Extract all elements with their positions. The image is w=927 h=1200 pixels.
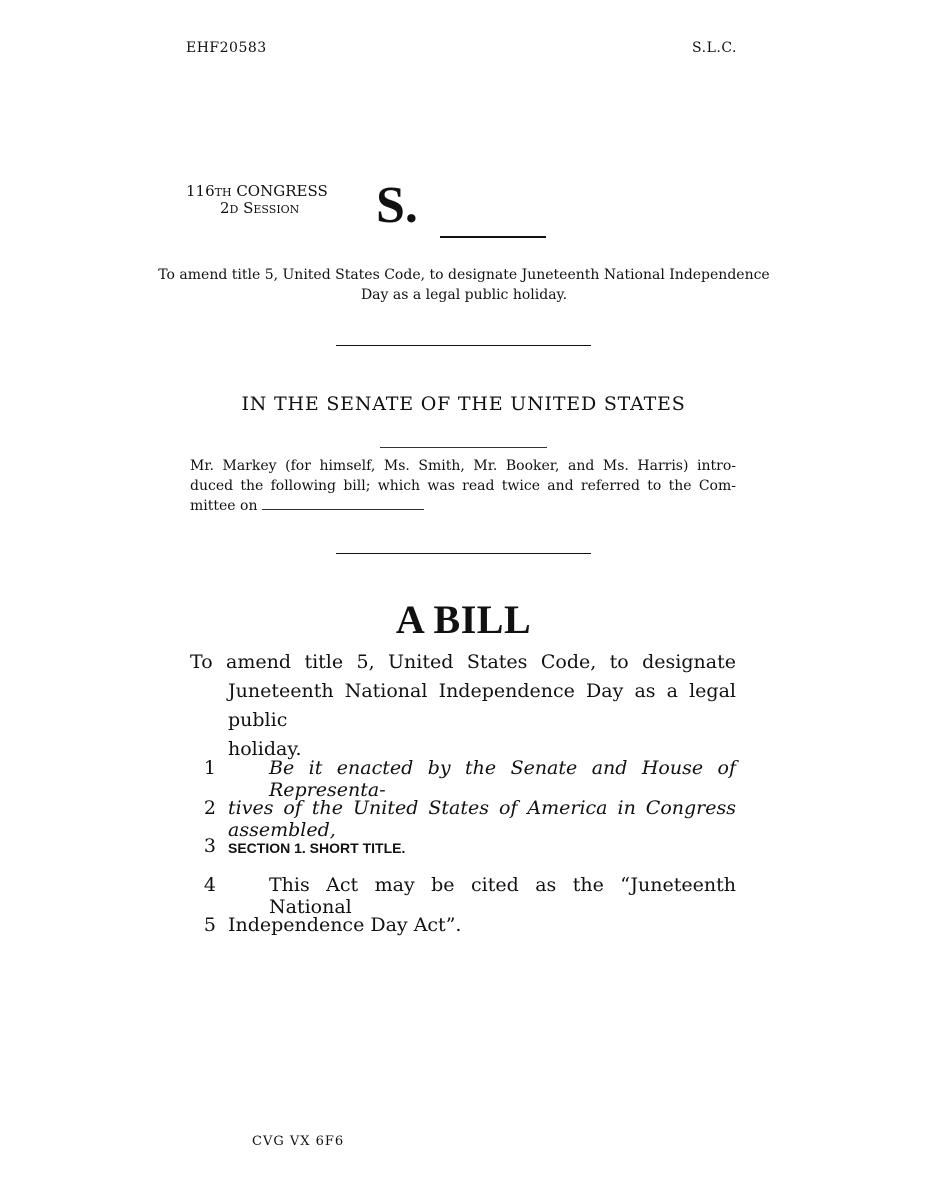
short-title-line-1: This Act may be cited as the “Juneteenth National [269,874,736,918]
introduction-paragraph [190,456,736,516]
purpose-summary: To amend title 5, United States Code, to designate Juneteenth National Independence Day as a legal public holiday. [158,267,770,303]
purpose-line-2: Juneteenth National Independence Day as a legal public [228,680,736,731]
line-number: 2 [203,797,216,819]
document-id: EHF20583 [186,40,267,56]
committee-blank [262,497,424,510]
line-number: 4 [203,874,216,896]
divider-rule-2 [336,553,591,554]
short-title-line-2: Independence Day Act”. [228,914,462,936]
bill-number-blank [440,236,546,238]
slc-label: S.L.C. [692,40,737,56]
line-number: 1 [203,757,216,779]
intro-line-1: Mr. Markey (for himself, Ms. Smith, Mr. Booker, and Ms. Harris) intro- [190,458,736,474]
bill-designation: S. [376,177,418,234]
intro-line-2: duced the following bill; which was read twice and referred to the Com- [190,478,736,494]
footer-code: CVG VX 6F6 [252,1134,345,1149]
bill-purpose [190,648,736,764]
line-number: 5 [203,914,216,936]
divider-thin [380,447,547,448]
enacting-clause-line-1: Be it enacted by the Senate and House of Representa- [269,757,736,801]
congress-number: 116th CONGRESS [186,182,328,200]
session-label: 2d Session [220,199,300,217]
intro-line-3 [190,496,736,516]
purpose-line-3: holiday. [228,738,302,760]
divider-rule [336,345,591,346]
section-heading: SECTION 1. SHORT TITLE. [228,840,406,856]
line-number: 3 [203,835,216,857]
chamber-heading: IN THE SENATE OF THE UNITED STATES [241,393,686,415]
bill-title: A BILL [395,597,532,642]
intro-line-3-text: mittee on [190,498,258,514]
congress-session-block [186,183,328,217]
enacting-clause-line-2: tives of the United States of America in Congress assembled, [228,797,736,841]
purpose-line-1: To amend title 5, United States Code, to designate [190,651,736,673]
